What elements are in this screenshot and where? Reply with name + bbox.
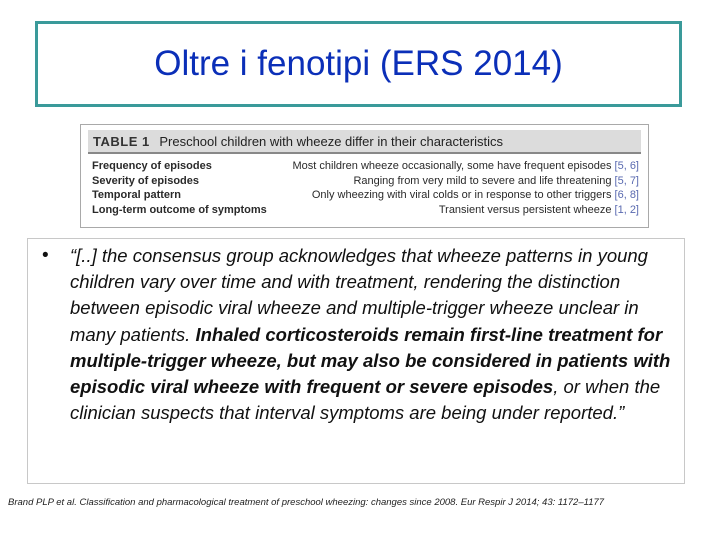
table-rows	[88, 159, 641, 217]
row-refs: [5, 6]	[614, 160, 639, 172]
row-description	[439, 203, 639, 218]
table-row	[88, 174, 641, 189]
bullet-marker: •	[42, 245, 49, 266]
table-figure	[80, 124, 649, 228]
title-box	[35, 21, 682, 107]
quote-text	[70, 243, 680, 426]
citation: Brand PLP et al. Classification and pharmacological treatment of preschool wheezing: changes since 2008. Eur Respir J 2014; 43: 1172–1177	[8, 497, 605, 508]
quote-part-2: , or when the clinician suspects that interval symptoms are being under reported.”	[70, 376, 661, 424]
row-description	[312, 188, 639, 203]
row-description-text: Most children wheeze occasionally, some have frequent episodes	[292, 160, 612, 172]
table-label: TABLE 1	[93, 134, 150, 149]
quote-bold: Inhaled corticosteroids remain first-line treatment for multiple-trigger wheeze, but may also be considered in patients with episodic viral wheeze with frequent or severe episodes	[70, 323, 671, 398]
quote-box	[27, 238, 685, 484]
row-description-text: Transient versus persistent wheeze	[438, 203, 612, 216]
table-row	[88, 203, 641, 218]
row-refs: [1, 2]	[614, 203, 639, 216]
row-description	[353, 174, 639, 189]
row-characteristic: Frequency of episodes	[92, 160, 212, 172]
table-row	[88, 159, 641, 174]
row-characteristic: Severity of episodes	[92, 174, 199, 187]
quote-part-1: “[..] the consensus group acknowledges that wheeze patterns in young children vary over time and with treatment, rendering the distinction between episodic viral wheeze and multiple-trigger wheeze unclear in many patients.	[70, 245, 648, 345]
row-description	[292, 159, 639, 174]
row-refs: [6, 8]	[614, 189, 639, 201]
row-characteristic: Long-term outcome of symptoms	[92, 203, 267, 216]
row-description-text: Only wheezing with viral colds or in response to other triggers	[311, 189, 612, 201]
row-refs: [5, 7]	[614, 174, 639, 187]
row-characteristic: Temporal pattern	[92, 189, 182, 201]
table-row	[88, 188, 641, 203]
row-description-text: Ranging from very mild to severe and life threatening	[353, 174, 612, 187]
table-heading: Preschool children with wheeze differ in their characteristics	[159, 134, 504, 149]
slide-title: Oltre i fenotipi (ERS 2014)	[154, 44, 563, 83]
table-header	[88, 130, 641, 154]
